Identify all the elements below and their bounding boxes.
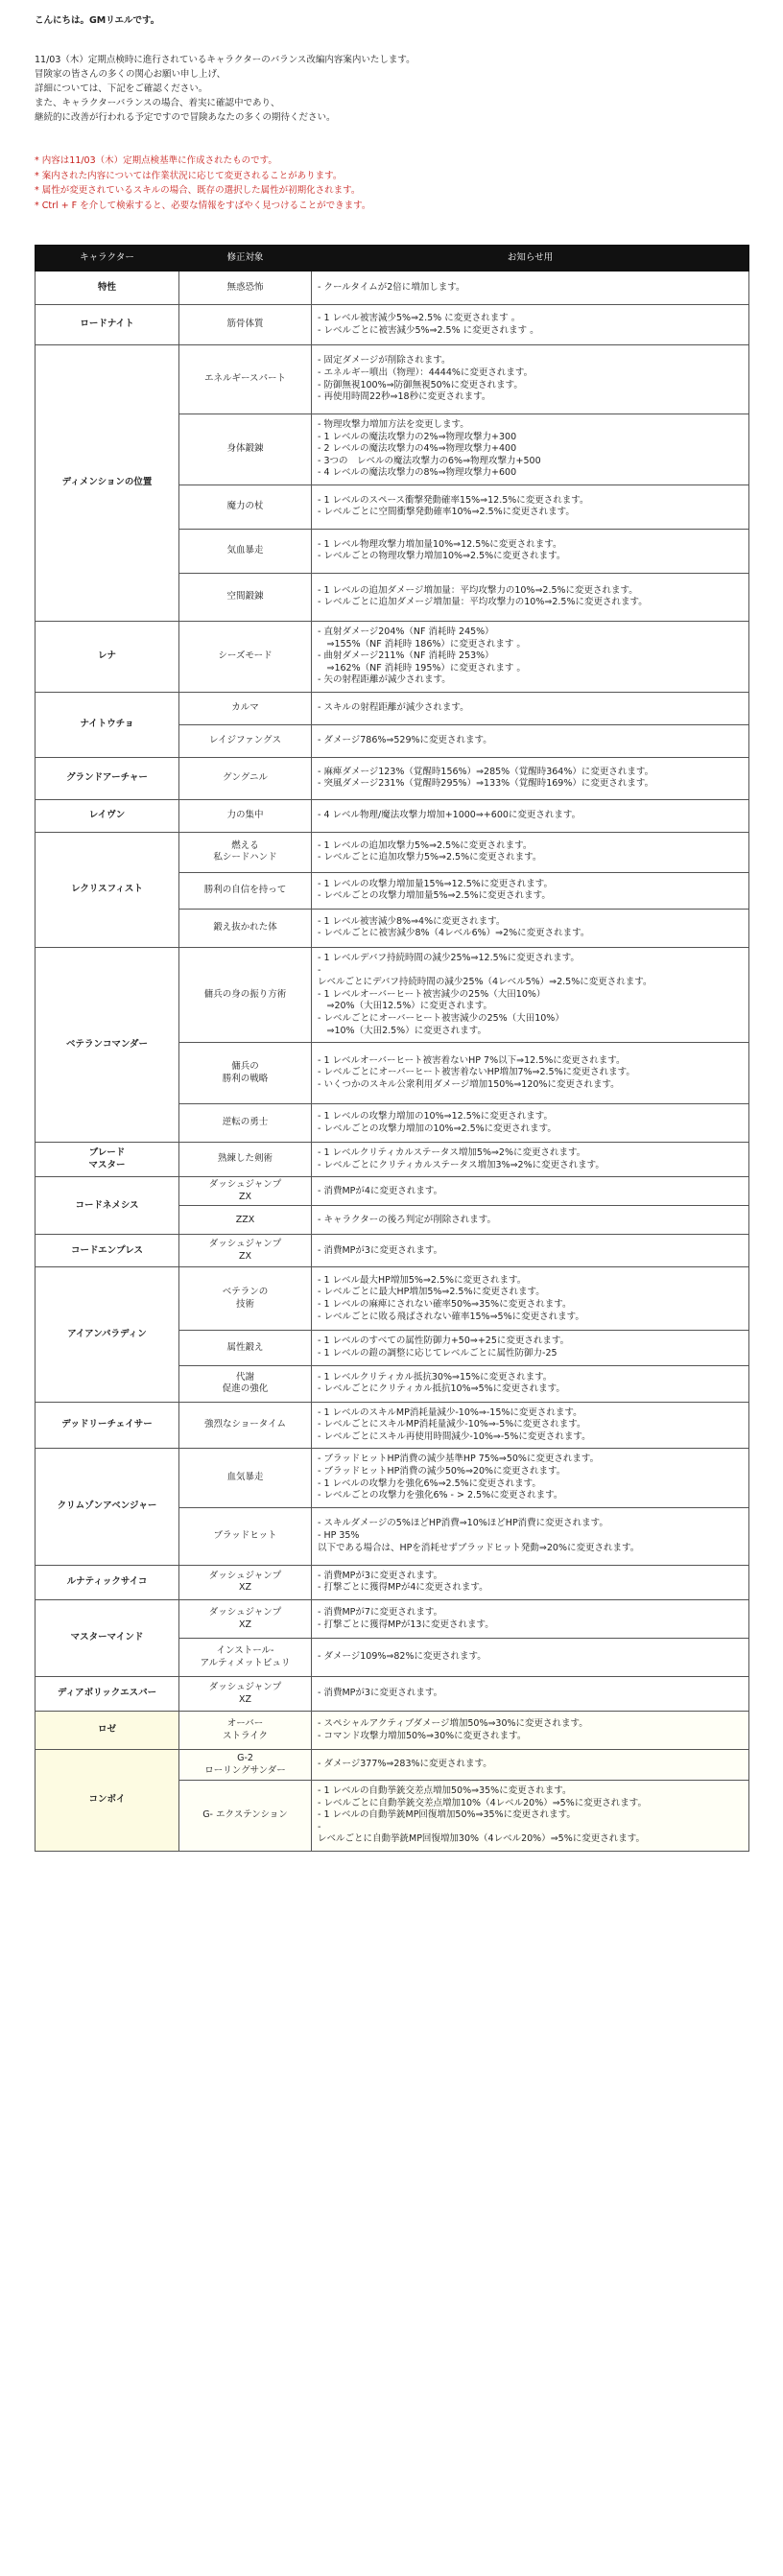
greeting: こんにちは。GMリエルです。 bbox=[35, 15, 160, 26]
desc-line: - スキルの射程距離が減少されます。 bbox=[318, 702, 469, 714]
skill-name bbox=[179, 1639, 312, 1677]
character-name: ディアボリックエスパー bbox=[36, 1677, 179, 1712]
change-description bbox=[312, 1267, 749, 1331]
table-row bbox=[36, 621, 749, 692]
desc-line: - 消費MPが7に変更されます。 bbox=[318, 1606, 443, 1618]
skill-name bbox=[179, 692, 312, 724]
desc-line: - レベルごとにクリティカルステータス増加3%⇒2%に変更されます。 bbox=[318, 1159, 605, 1170]
skill-name-line: ZX bbox=[238, 1250, 252, 1262]
desc-line: - エネルギー噴出（物理）：4444%に変更されます。 bbox=[318, 366, 534, 378]
skill-name-line: 無惑恐怖 bbox=[226, 281, 264, 293]
desc-line: - 1 レベルのスペース衝撃発動確率15%⇒12.5%に変更されます。 bbox=[318, 494, 589, 506]
change-description bbox=[312, 1781, 749, 1852]
table-row bbox=[36, 1177, 749, 1206]
change-description bbox=[312, 692, 749, 724]
desc-line: - ブラッドヒットHP消費の減少50%⇒20%に変更されます。 bbox=[318, 1466, 566, 1477]
skill-name bbox=[179, 1600, 312, 1639]
character-name: デッドリーチェイサー bbox=[36, 1402, 179, 1449]
skill-name-line: 強烈なショータイム bbox=[203, 1419, 287, 1430]
desc-line: - レベルごとに空間衝撃発動確率10%⇒2.5%に変更されます。 bbox=[318, 507, 575, 518]
skill-name bbox=[179, 1206, 312, 1235]
desc-line: - 1 レベルの鎧の調整に応じてレベルごとに属性防御力-25 bbox=[318, 1348, 558, 1359]
desc-line: - レベルごとの攻撃力増加量5%⇒2.5%に変更されます。 bbox=[318, 890, 551, 902]
desc-line: - レベルごとにスキルMP消耗量減少-10%⇒-5%に変更されます。 bbox=[318, 1419, 586, 1430]
skill-name-line: 傭兵の身の振り方術 bbox=[203, 988, 287, 1000]
skill-name-line: 血気暴走 bbox=[226, 1472, 264, 1483]
skill-name-line: ブラッドヒット bbox=[213, 1530, 277, 1542]
table-row bbox=[36, 757, 749, 799]
skill-name bbox=[179, 909, 312, 947]
skill-name bbox=[179, 1235, 312, 1267]
skill-name-line: XZ bbox=[238, 1582, 252, 1594]
table-row bbox=[36, 305, 749, 345]
desc-line: - 突風ダメージ231%（覚醒時295%）⇒133%（覚醒時169%）に変更されます。 bbox=[318, 778, 654, 790]
desc-line: 以下である場合は、HPを消耗せずブラッドヒット発動⇒20%に変更されます。 bbox=[318, 1542, 640, 1553]
desc-line: - 麻痺ダメージ123%（覚醒時156%）⇒285%（覚醒時364%）に変更されます。 bbox=[318, 766, 654, 777]
desc-line: - 1 レベル被害減少8%⇒4%に変更されます。 bbox=[318, 915, 506, 927]
skill-name-line: 燃える bbox=[231, 839, 259, 851]
change-description bbox=[312, 1104, 749, 1143]
desc-line: - レベルごとにオーバーヒート被害減少の25%（大田10%） bbox=[318, 1012, 564, 1024]
change-description bbox=[312, 414, 749, 485]
change-description bbox=[312, 757, 749, 799]
character-name: ディメンションの位置 bbox=[36, 345, 179, 622]
skill-name-line: 魔力の杖 bbox=[226, 501, 264, 512]
table-row bbox=[36, 1750, 749, 1781]
character-name: グランドアーチャー bbox=[36, 757, 179, 799]
change-description bbox=[312, 1043, 749, 1104]
skill-name bbox=[179, 872, 312, 909]
skill-name bbox=[179, 272, 312, 305]
desc-line: - 1 レベルクリティカルステータス増加5%⇒2%に変更されます。 bbox=[318, 1147, 586, 1159]
table-row bbox=[36, 1677, 749, 1712]
skill-name bbox=[179, 345, 312, 414]
skill-name-line: 私シードハンド bbox=[213, 852, 277, 863]
character-name: ルナティックサイコ bbox=[36, 1565, 179, 1599]
change-description bbox=[312, 1177, 749, 1206]
desc-line: - レベルごとにオーバーヒート被害着ないHP増加7%⇒2.5%に変更されます。 bbox=[318, 1067, 635, 1078]
skill-name bbox=[179, 1043, 312, 1104]
skill-name-line: ダッシュジャンプ bbox=[208, 1681, 282, 1692]
character-name: レナ bbox=[36, 621, 179, 692]
desc-line: - 1 レベルのスキルMP消耗量減少-10%⇒-15%に変更されます。 bbox=[318, 1406, 582, 1418]
skill-name-line: 代謝 bbox=[235, 1371, 254, 1383]
skill-name-line: ダッシュジャンプ bbox=[208, 1179, 282, 1191]
skill-name-line: ZZX bbox=[235, 1214, 255, 1225]
table-row bbox=[36, 692, 749, 724]
change-description bbox=[312, 1331, 749, 1365]
desc-line: - 1 レベルの追加ダメージ増加量：平均攻撃力の10%⇒2.5%に変更されます。 bbox=[318, 584, 638, 596]
skill-name bbox=[179, 1143, 312, 1177]
desc-line: - レベルごとに最大HP増加5%⇒2.5%に変更されます。 bbox=[318, 1287, 545, 1298]
desc-line: - 1 レベルの自動挙銃交差点増加50%⇒35%に変更されます。 bbox=[318, 1785, 572, 1796]
desc-line: - レベルごとの物理攻撃力増加10%⇒2.5%に変更されます。 bbox=[318, 551, 566, 562]
desc-line: - 1 レベルの自動挙銃MP回復増加50%⇒35%に変更されます。 bbox=[318, 1809, 576, 1821]
skill-name-line: 逆転の勇士 bbox=[222, 1117, 269, 1128]
desc-line: - 1 レベルオーバーヒート被害着ないHP 7%以下⇒12.5%に変更されます。 bbox=[318, 1054, 626, 1066]
skill-name-line: 力の集中 bbox=[226, 810, 264, 821]
balance-table bbox=[35, 245, 749, 1852]
desc-line: - ダメージ786%⇒529%に変更されます。 bbox=[318, 735, 492, 746]
skill-name bbox=[179, 1449, 312, 1507]
desc-line: - キャラクターの後ろ判定が削除されます。 bbox=[318, 1214, 496, 1225]
table-row bbox=[36, 1402, 749, 1449]
skill-name-line: 属性鍛え bbox=[226, 1341, 264, 1353]
desc-line: - いくつかのスキル公衆利用ダメージ増加150%⇒120%に変更されます。 bbox=[318, 1078, 620, 1090]
character-name: ベテランコマンダー bbox=[36, 947, 179, 1142]
desc-line: - HP 35% bbox=[318, 1530, 360, 1542]
header-character: キャラクター bbox=[36, 246, 179, 272]
change-description bbox=[312, 909, 749, 947]
desc-line: - bbox=[318, 964, 321, 976]
character-name: ロードナイト bbox=[36, 305, 179, 345]
desc-line: - 消費MPが3に変更されます。 bbox=[318, 1688, 443, 1699]
note-line: * 内容は11/03（木）定期点検基準に作成されたものです。 bbox=[35, 155, 277, 166]
desc-line: - 1 レベルの攻撃力増加量15%⇒12.5%に変更されます。 bbox=[318, 878, 554, 889]
intro-line: 詳細については、下記をご確認ください。 bbox=[35, 83, 208, 94]
change-description bbox=[312, 305, 749, 345]
desc-line: - レベルごとの攻撃力増加の10%⇒2.5%に変更されます。 bbox=[318, 1123, 557, 1134]
table-row bbox=[36, 1267, 749, 1331]
notes-block bbox=[35, 154, 764, 213]
change-description bbox=[312, 1677, 749, 1712]
desc-line: - 1 レベルオーバーヒート被害減少の25%（大田10%） bbox=[318, 988, 546, 1000]
skill-name bbox=[179, 1267, 312, 1331]
character-name: マスターマインド bbox=[36, 1600, 179, 1677]
header-skill: 修正対象 bbox=[179, 246, 312, 272]
desc-line: - レベルごとにスキル再使用時間減少-10%⇒-5%に変更されます。 bbox=[318, 1430, 591, 1442]
skill-name bbox=[179, 414, 312, 485]
desc-line: - 4 レベル物理/魔法攻撃力増加+1000⇒+600に変更されます。 bbox=[318, 810, 581, 821]
desc-line: - 1 レベル被害減少5%⇒2.5% に変更されます 。 bbox=[318, 312, 521, 323]
change-description bbox=[312, 1750, 749, 1781]
desc-line: - 1 レベルの魔法攻撃力の2%⇒物理攻撃力+300 bbox=[318, 431, 517, 442]
change-description bbox=[312, 799, 749, 832]
skill-name bbox=[179, 1177, 312, 1206]
desc-line: - 直射ダメージ204%（NF 消耗時 245%） bbox=[318, 626, 494, 637]
desc-line: - レベルごとにクリティカル抵抗10%⇒5%に変更されます。 bbox=[318, 1383, 565, 1395]
desc-line: - ダメージ109%⇒82%に変更されます。 bbox=[318, 1651, 486, 1663]
skill-name-line: アルティメットビュリ bbox=[200, 1657, 291, 1668]
change-description bbox=[312, 573, 749, 621]
desc-line: - クールタイムが2倍に増加します。 bbox=[318, 281, 465, 293]
table-row bbox=[36, 1235, 749, 1267]
desc-line: - レベルごとに追加ダメージ増加量：平均攻撃力の10%⇒2.5%に変更されます。 bbox=[318, 597, 648, 608]
character-name: ブレード マスター bbox=[36, 1143, 179, 1177]
desc-line: ⇒10%（大田2.5%）に変更されます。 bbox=[318, 1025, 486, 1036]
desc-line: - bbox=[318, 1821, 321, 1832]
change-description bbox=[312, 1235, 749, 1267]
skill-name-line: 鍛え抜かれた体 bbox=[213, 922, 277, 934]
intro-line: 継続的に改善が行われる予定ですので冒険あなたの多くの期待ください。 bbox=[35, 112, 336, 123]
change-description bbox=[312, 272, 749, 305]
skill-name-line: ダッシュジャンプ bbox=[208, 1606, 282, 1618]
skill-name-line: シーズモード bbox=[218, 650, 273, 662]
desc-line: - スペシャルアクティブダメージ増加50%⇒30%に変更されます。 bbox=[318, 1717, 588, 1729]
desc-line: - 2 レベルの魔法攻撃力の4%⇒物理攻撃力+400 bbox=[318, 443, 517, 455]
desc-line: - ダメージ377%⇒283%に変更されます。 bbox=[318, 1759, 492, 1770]
desc-line: - 3つの レベルの魔法攻撃力の6%⇒物理攻撃力+500 bbox=[318, 455, 541, 466]
table-row bbox=[36, 1565, 749, 1599]
desc-line: - 消費MPが3に変更されます。 bbox=[318, 1244, 443, 1256]
skill-name bbox=[179, 1750, 312, 1781]
change-description bbox=[312, 724, 749, 757]
skill-name bbox=[179, 799, 312, 832]
skill-name-line: 身体鍛錬 bbox=[226, 443, 264, 455]
change-description bbox=[312, 1565, 749, 1599]
character-name: ロゼ bbox=[36, 1712, 179, 1750]
skill-name-line: 筋骨体質 bbox=[226, 319, 264, 330]
change-description bbox=[312, 529, 749, 573]
skill-name bbox=[179, 621, 312, 692]
skill-name-line: 熟練した剣術 bbox=[217, 1153, 273, 1165]
desc-line: - 1 レベルデバフ持続時間の減少25%⇒12.5%に変更されます。 bbox=[318, 952, 580, 963]
change-description bbox=[312, 1600, 749, 1639]
desc-line: - 1 レベル最大HP増加5%⇒2.5%に変更されます。 bbox=[318, 1274, 527, 1286]
skill-name-line: ダッシュジャンプ bbox=[208, 1570, 282, 1581]
skill-name-line: G- エクステンション bbox=[202, 1809, 288, 1821]
skill-name-line: G-2 bbox=[237, 1752, 253, 1763]
desc-line: - 消費MPが3に変更されます。 bbox=[318, 1570, 443, 1581]
skill-name-line: オーバー bbox=[226, 1717, 264, 1729]
desc-line: レベルごとに自動挙銃MP回復増加30%（4レベル20%）⇒5%に変更されます。 bbox=[318, 1833, 645, 1845]
desc-line: - 1 レベルのすべての属性防御力+50⇒+25に変更されます。 bbox=[318, 1335, 570, 1347]
desc-line: - スキルダメージの5%ほどHP消費⇒10%ほどHP消費に変更されます。 bbox=[318, 1518, 608, 1529]
skill-name bbox=[179, 947, 312, 1042]
desc-line: - 打撃ごとに獲得MPが13に変更されます。 bbox=[318, 1619, 494, 1630]
skill-name bbox=[179, 1677, 312, 1712]
skill-name-line: 空間鍛錬 bbox=[226, 591, 264, 603]
desc-line: - 物理攻撃力増加方法を変更します。 bbox=[318, 419, 469, 430]
intro-line: 冒険家の皆さんの多くの関心お願い申し上げ、 bbox=[35, 69, 226, 80]
desc-line: - レベルごとに追加攻撃力5%⇒2.5%に変更されます。 bbox=[318, 852, 542, 863]
character-name: コンボイ bbox=[36, 1750, 179, 1852]
table-row bbox=[36, 1600, 749, 1639]
change-description bbox=[312, 947, 749, 1042]
note-line: * 案内された内容については作業状況に応じて変更されることがあります。 bbox=[35, 170, 343, 181]
header-notice: お知らせ用 bbox=[312, 246, 749, 272]
intro-line: また、キャラクターバランスの場合、着実に確認中であり、 bbox=[35, 98, 280, 108]
desc-line: - 消費MPが4に変更されます。 bbox=[318, 1185, 443, 1196]
desc-line: - 1 レベル物理攻撃力増加量10%⇒12.5%に変更されます。 bbox=[318, 538, 562, 550]
skill-name bbox=[179, 1781, 312, 1852]
skill-name-line: 技術 bbox=[235, 1298, 254, 1310]
note-line: * Ctrl + F を介して検索すると、必要な情報をすばやく見つけることができます。 bbox=[35, 200, 371, 211]
desc-line: - レベルごとに被害減少5%⇒2.5% に変更されます 。 bbox=[318, 324, 539, 336]
desc-line: - 1 レベルクリティカル抵抗30%⇒15%に変更されます。 bbox=[318, 1371, 553, 1383]
desc-line: - ブラッドヒットHP消費の減少基準HP 75%⇒50%に変更されます。 bbox=[318, 1453, 600, 1465]
desc-line: - 1 レベルの攻撃力増加の10%⇒12.5%に変更されます。 bbox=[318, 1111, 554, 1122]
skill-name-line: ZX bbox=[238, 1191, 252, 1202]
skill-name bbox=[179, 1402, 312, 1449]
intro-block bbox=[35, 13, 764, 125]
skill-name-line: 勝利の自信を持って bbox=[203, 885, 287, 896]
skill-name-line: XZ bbox=[238, 1693, 252, 1705]
character-name: コードエンプレス bbox=[36, 1235, 179, 1267]
change-description bbox=[312, 1712, 749, 1750]
skill-name bbox=[179, 484, 312, 529]
table-row bbox=[36, 345, 749, 414]
skill-name bbox=[179, 573, 312, 621]
desc-line: - 固定ダメージが削除されます。 bbox=[318, 355, 451, 366]
desc-line: - レベルごとに被害減少8%（4レベル6%）⇒2%に変更されます。 bbox=[318, 928, 590, 939]
desc-line: - 1 レベルの麻痺にされない確率50%⇒35%に変更されます。 bbox=[318, 1298, 572, 1310]
skill-name-line: グングニル bbox=[222, 772, 269, 784]
desc-line: - 曲射ダメージ211%（NF 消耗時 253%） bbox=[318, 650, 494, 662]
skill-name bbox=[179, 1507, 312, 1565]
skill-name-line: XZ bbox=[238, 1619, 252, 1630]
skill-name bbox=[179, 724, 312, 757]
character-name: アイアンパラディン bbox=[36, 1267, 179, 1402]
table-row bbox=[36, 832, 749, 872]
skill-name-line: レイジファングス bbox=[208, 735, 282, 746]
desc-line: ⇒155%（NF 消耗時 186%）に変更されます 。 bbox=[318, 638, 526, 650]
change-description bbox=[312, 1402, 749, 1449]
desc-line: - 1 レベルの攻撃力を強化6%⇒2.5%に変更されます。 bbox=[318, 1477, 541, 1489]
skill-name bbox=[179, 832, 312, 872]
table-row bbox=[36, 1712, 749, 1750]
desc-line: - 1 レベルの追加攻撃力5%⇒2.5%に変更されます。 bbox=[318, 839, 533, 851]
desc-line: - レベルごとに敗る飛ばされない確率15%⇒5%に変更されます。 bbox=[318, 1311, 584, 1322]
desc-line: - コマンド攻撃力増加50%⇒30%に変更されます。 bbox=[318, 1730, 527, 1741]
skill-name-line: カルマ bbox=[231, 702, 259, 714]
desc-line: ⇒162%（NF 消耗時 195%）に変更されます 。 bbox=[318, 662, 526, 674]
skill-name bbox=[179, 529, 312, 573]
character-name: ナイトウチョ bbox=[36, 692, 179, 757]
skill-name-line: ベテランの bbox=[222, 1287, 269, 1298]
skill-name-line: 勝利の戦略 bbox=[222, 1073, 269, 1084]
change-description bbox=[312, 1365, 749, 1402]
change-description bbox=[312, 1206, 749, 1235]
skill-name-line: 気血暴走 bbox=[226, 545, 264, 556]
table-row bbox=[36, 799, 749, 832]
skill-name-line: ダッシュジャンプ bbox=[208, 1239, 282, 1250]
character-name: クリムゾンアベンジャー bbox=[36, 1449, 179, 1565]
skill-name-line: インストール- bbox=[216, 1644, 274, 1656]
change-description bbox=[312, 872, 749, 909]
change-description bbox=[312, 1507, 749, 1565]
table-row bbox=[36, 272, 749, 305]
note-line: * 属性が変更されているスキルの場合、既存の選択した属性が初期化されます。 bbox=[35, 185, 361, 196]
desc-line: - 防御無視100%⇒防御無視50%に変更されます。 bbox=[318, 379, 523, 390]
desc-line: ⇒20%（大田12.5%）に変更されます。 bbox=[318, 1001, 492, 1012]
character-name: 特性 bbox=[36, 272, 179, 305]
change-description bbox=[312, 1449, 749, 1507]
desc-line: - レベルごとの攻撃力を強化6% - > 2.5%に変更されます。 bbox=[318, 1490, 563, 1501]
character-name: レイヴン bbox=[36, 799, 179, 832]
skill-name bbox=[179, 1365, 312, 1402]
skill-name bbox=[179, 305, 312, 345]
desc-line: - レベルごとに自動挙銃交差点増加10%（4レベル20%）⇒5%に変更されます。 bbox=[318, 1797, 647, 1808]
desc-line: - 4 レベルの魔法攻撃力の8%⇒物理攻撃力+600 bbox=[318, 467, 517, 479]
change-description bbox=[312, 484, 749, 529]
skill-name bbox=[179, 1565, 312, 1599]
skill-name bbox=[179, 1104, 312, 1143]
desc-line: - 矢の射程距離が減少されます。 bbox=[318, 674, 451, 686]
character-name: コードネメシス bbox=[36, 1177, 179, 1235]
skill-name-line: ストライク bbox=[222, 1730, 269, 1741]
change-description bbox=[312, 832, 749, 872]
skill-name-line: エネルギースパート bbox=[203, 373, 287, 385]
skill-name-line: 促進の強化 bbox=[222, 1383, 269, 1395]
intro-line: 11/03（木）定期点検時に進行されているキャラクターのバランス改編内容案内いたします。 bbox=[35, 55, 415, 65]
character-name: レクリスフィスト bbox=[36, 832, 179, 947]
skill-name-line: ローリングサンダー bbox=[204, 1764, 286, 1776]
table-row bbox=[36, 1143, 749, 1177]
table-row bbox=[36, 1449, 749, 1507]
desc-line: - 再使用時間22秒⇒18秒に変更されます。 bbox=[318, 391, 491, 403]
skill-name bbox=[179, 757, 312, 799]
desc-line: - 打撃ごとに獲得MPが4に変更されます。 bbox=[318, 1582, 488, 1594]
table-header-row bbox=[36, 246, 749, 272]
change-description bbox=[312, 345, 749, 414]
table-row bbox=[36, 947, 749, 1042]
desc-line: レベルごとにデバフ持続時間の減少25%（4レベル5%）⇒2.5%に変更されます。 bbox=[318, 977, 652, 988]
skill-name-line: 傭兵の bbox=[231, 1061, 259, 1072]
change-description bbox=[312, 1143, 749, 1177]
change-description bbox=[312, 621, 749, 692]
skill-name bbox=[179, 1712, 312, 1750]
change-description bbox=[312, 1639, 749, 1677]
skill-name bbox=[179, 1331, 312, 1365]
